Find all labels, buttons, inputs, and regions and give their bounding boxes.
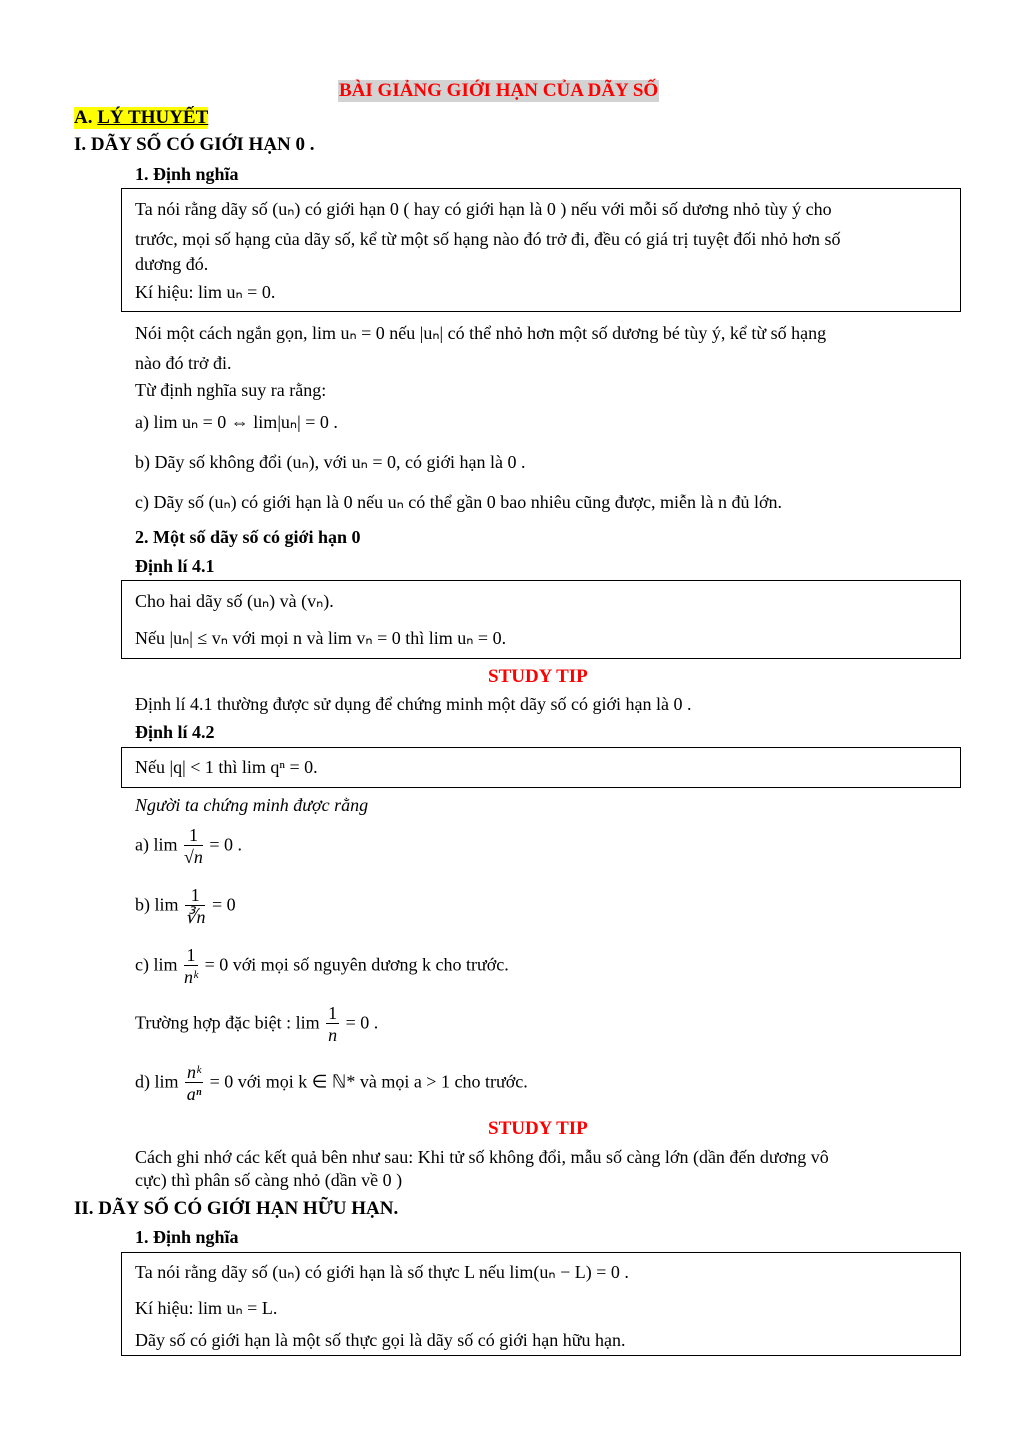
definition-heading: 1. Định nghĩa <box>135 164 239 184</box>
note-line: Từ định nghĩa suy ra rằng: <box>135 380 327 400</box>
result-b <box>135 885 236 928</box>
subsection-2-heading: 2. Một số dãy số có giới hạn 0 <box>135 527 361 547</box>
result-d <box>135 1062 528 1105</box>
fraction: $\frac{1}{n}$ <box>328 1003 338 1045</box>
section-a-heading <box>74 107 208 129</box>
section-a-label: LÝ THUYẾT <box>97 107 209 128</box>
fraction: $\frac{\text{nᵏ}}{\text{aⁿ}}$ <box>186 1062 202 1104</box>
note-line: nào đó trở đi. <box>135 353 232 373</box>
result-suffix: = 0 với mọi k ∈ ℕ* và mọi a > 1 cho trước. <box>209 1071 528 1092</box>
definition-line: Dãy số có giới hạn là một số thực gọi là dãy số có giới hạn hữu hạn. <box>135 1330 626 1350</box>
theorem-42-line: Nếu |q| < 1 thì lim qⁿ = 0. <box>135 757 318 777</box>
definition-line: trước, mọi số hạng của dãy số, kể từ một số hạng nào đó trở đi, đều có giá trị tuyệt đối nhỏ hơn số <box>135 229 841 249</box>
note-line: Nói một cách ngắn gọn, lim uₙ = 0 nếu |uₙ| có thể nhỏ hơn một số dương bé tùy ý, kể từ số hạng <box>135 323 827 343</box>
study-tip-text: cực) thì phân số càng nhỏ (dần về 0 ) <box>135 1170 403 1190</box>
theorem-41-line: Cho hai dãy số (uₙ) và (vₙ). <box>135 591 334 611</box>
study-tip-text: Cách ghi nhớ các kết quả bên như sau: Khi tử số không đổi, mẫu số càng lớn (dần đến dương vô <box>135 1147 829 1167</box>
result-c <box>135 945 509 988</box>
theorem-42-heading: Định lí 4.2 <box>135 722 215 742</box>
result-prefix: b) lim <box>135 894 179 915</box>
result-a <box>135 825 242 868</box>
section-a-prefix: A. <box>74 107 98 128</box>
theorem-41-line: Nếu |uₙ| ≤ vₙ với mọi n và lim vₙ = 0 thì lim uₙ = 0. <box>135 628 507 648</box>
document-title: BÀI GIẢNG GIỚI HẠN CỦA DÃY SỐ <box>339 80 659 101</box>
note-item-a: a) lim uₙ = 0 ⇔ lim|uₙ| = 0 . <box>135 412 338 432</box>
proved-intro: Người ta chứng minh được rằng <box>135 795 369 815</box>
note-item-c: c) Dãy số (uₙ) có giới hạn là 0 nếu uₙ có thể gần 0 bao nhiêu cũng được, miễn là n đủ lớn. <box>135 492 782 512</box>
study-tip-label: STUDY TIP <box>488 666 588 687</box>
definition-heading: 1. Định nghĩa <box>135 1227 239 1247</box>
theorem-41-heading: Định lí 4.1 <box>135 556 215 576</box>
notation-line: Kí hiệu: lim uₙ = L. <box>135 1298 278 1318</box>
result-prefix: a) lim <box>135 834 178 855</box>
result-suffix: = 0 với mọi số nguyên dương k cho trước. <box>204 954 509 975</box>
result-suffix: = 0 <box>211 894 236 915</box>
result-special <box>135 1003 378 1046</box>
definition-line: Ta nói rằng dãy số (uₙ) có giới hạn 0 ( hay có giới hạn là 0 ) nếu với mỗi số dương nhỏ tùy ý cho <box>135 199 832 219</box>
result-prefix: d) lim <box>135 1071 179 1092</box>
result-suffix: = 0 . <box>345 1012 379 1033</box>
result-suffix: = 0 . <box>209 834 243 855</box>
definition-line: Ta nói rằng dãy số (uₙ) có giới hạn là số thực L nếu lim(uₙ − L) = 0 . <box>135 1262 629 1282</box>
result-prefix: Trường hợp đặc biệt : lim <box>135 1012 320 1033</box>
notation-line: Kí hiệu: lim uₙ = 0. <box>135 282 276 302</box>
definition-line: dương đó. <box>135 254 209 274</box>
fraction: $\frac{1}{\text{nᵏ}}$ <box>184 945 199 987</box>
note-item-b: b) Dãy số không đổi (uₙ), với uₙ = 0, có giới hạn là 0 . <box>135 452 526 472</box>
fraction: $\frac{1}{√n}$ <box>184 825 203 867</box>
section-2-heading: II. DÃY SỐ CÓ GIỚI HẠN HỮU HẠN. <box>74 1198 399 1219</box>
study-tip-text: Định lí 4.1 thường được sử dụng để chứng minh một dãy số có giới hạn là 0 . <box>135 694 692 714</box>
section-1-heading: I. DÃY SỐ CÓ GIỚI HẠN 0 . <box>74 134 315 155</box>
fraction: $\frac{1}{∛n}$ <box>185 885 206 927</box>
study-tip-label: STUDY TIP <box>488 1118 588 1139</box>
result-prefix: c) lim <box>135 954 178 975</box>
